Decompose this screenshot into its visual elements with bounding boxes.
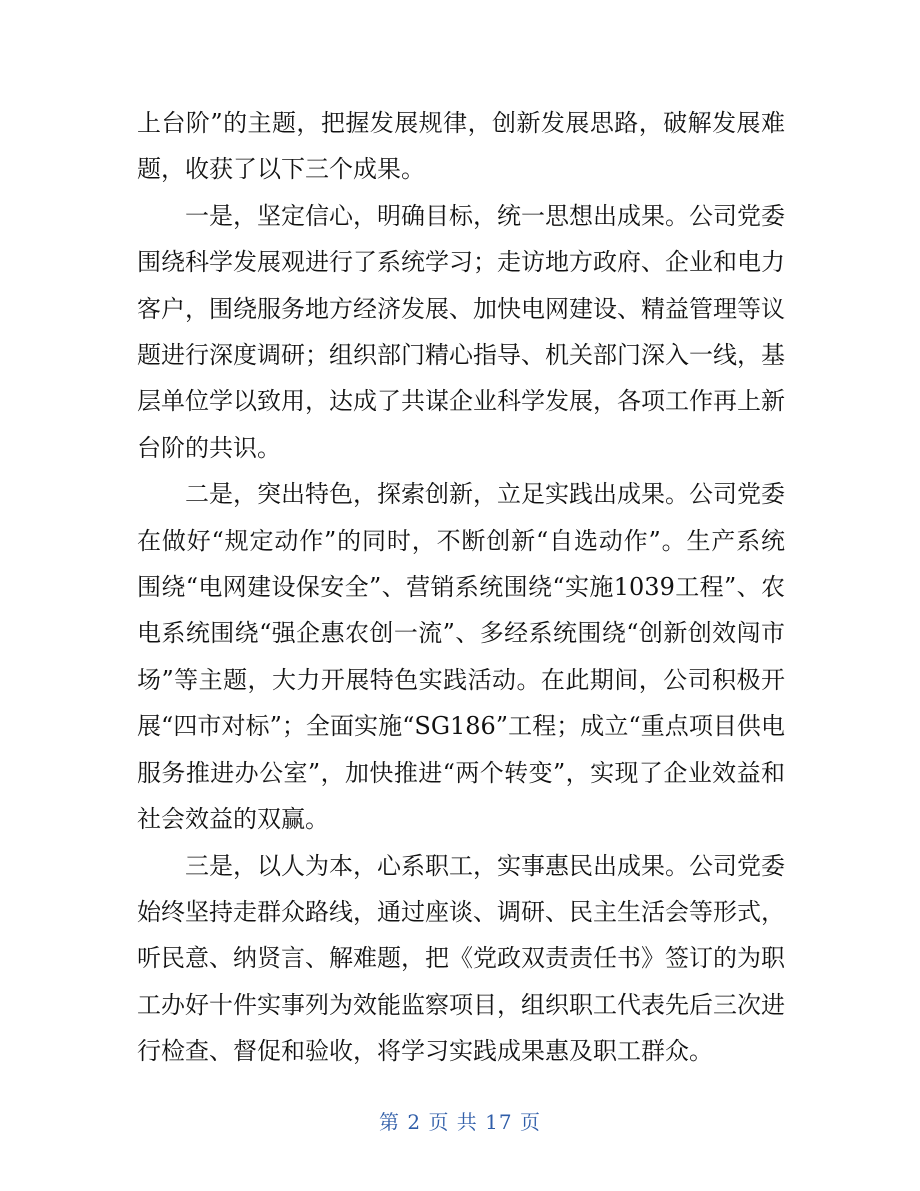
paragraph-continuation: 上台阶”的主题，把握发展规律，创新发展思路，破解发展难题，收获了以下三个成果。: [137, 109, 785, 184]
document-body: [137, 100, 785, 1075]
page-number-label: 第 2 页 共 17 页: [379, 1110, 541, 1134]
paragraph-third-result: 三是，以人为本，心系职工，实事惠民出成果。公司党委始终坚持走群众路线，通过座谈、调研、民主生活会等形式，听民意、纳贤言、解难题，把《党政双责责任书》签订的为职工办好十件实事列为效能监察项目，组织职工代表先后三次进行检查、督促和验收，将学习实践成果惠及职工群众。: [137, 851, 785, 1066]
paragraph-second-result: 二是，突出特色，探索创新，立足实践出成果。公司党委在做好“规定动作”的同时，不断创新“自选动作”。生产系统围绕“电网建设保安全”、营销系统围绕“实施1039工程”、农电系统围绕“强企惠农创一流”、多经系统围绕“创新创效闯市场”等主题，大力开展特色实践活动。在此期间，公司积极开展“四市对标”；全面实施“SG186”工程；成立“重点项目供电服务推进办公室”，加快推进“两个转变”，实现了企业效益和社会效益的双赢。: [137, 480, 785, 834]
paragraph-first-result: 一是，坚定信心，明确目标，统一思想出成果。公司党委围绕科学发展观进行了系统学习；走访地方政府、企业和电力客户，围绕服务地方经济发展、加快电网建设、精益管理等议题进行深度调研；组织部门精心指导、机关部门深入一线，基层单位学以致用，达成了共谋企业科学发展，各项工作再上新台阶的共识。: [137, 201, 785, 462]
page-footer: [0, 1108, 920, 1136]
